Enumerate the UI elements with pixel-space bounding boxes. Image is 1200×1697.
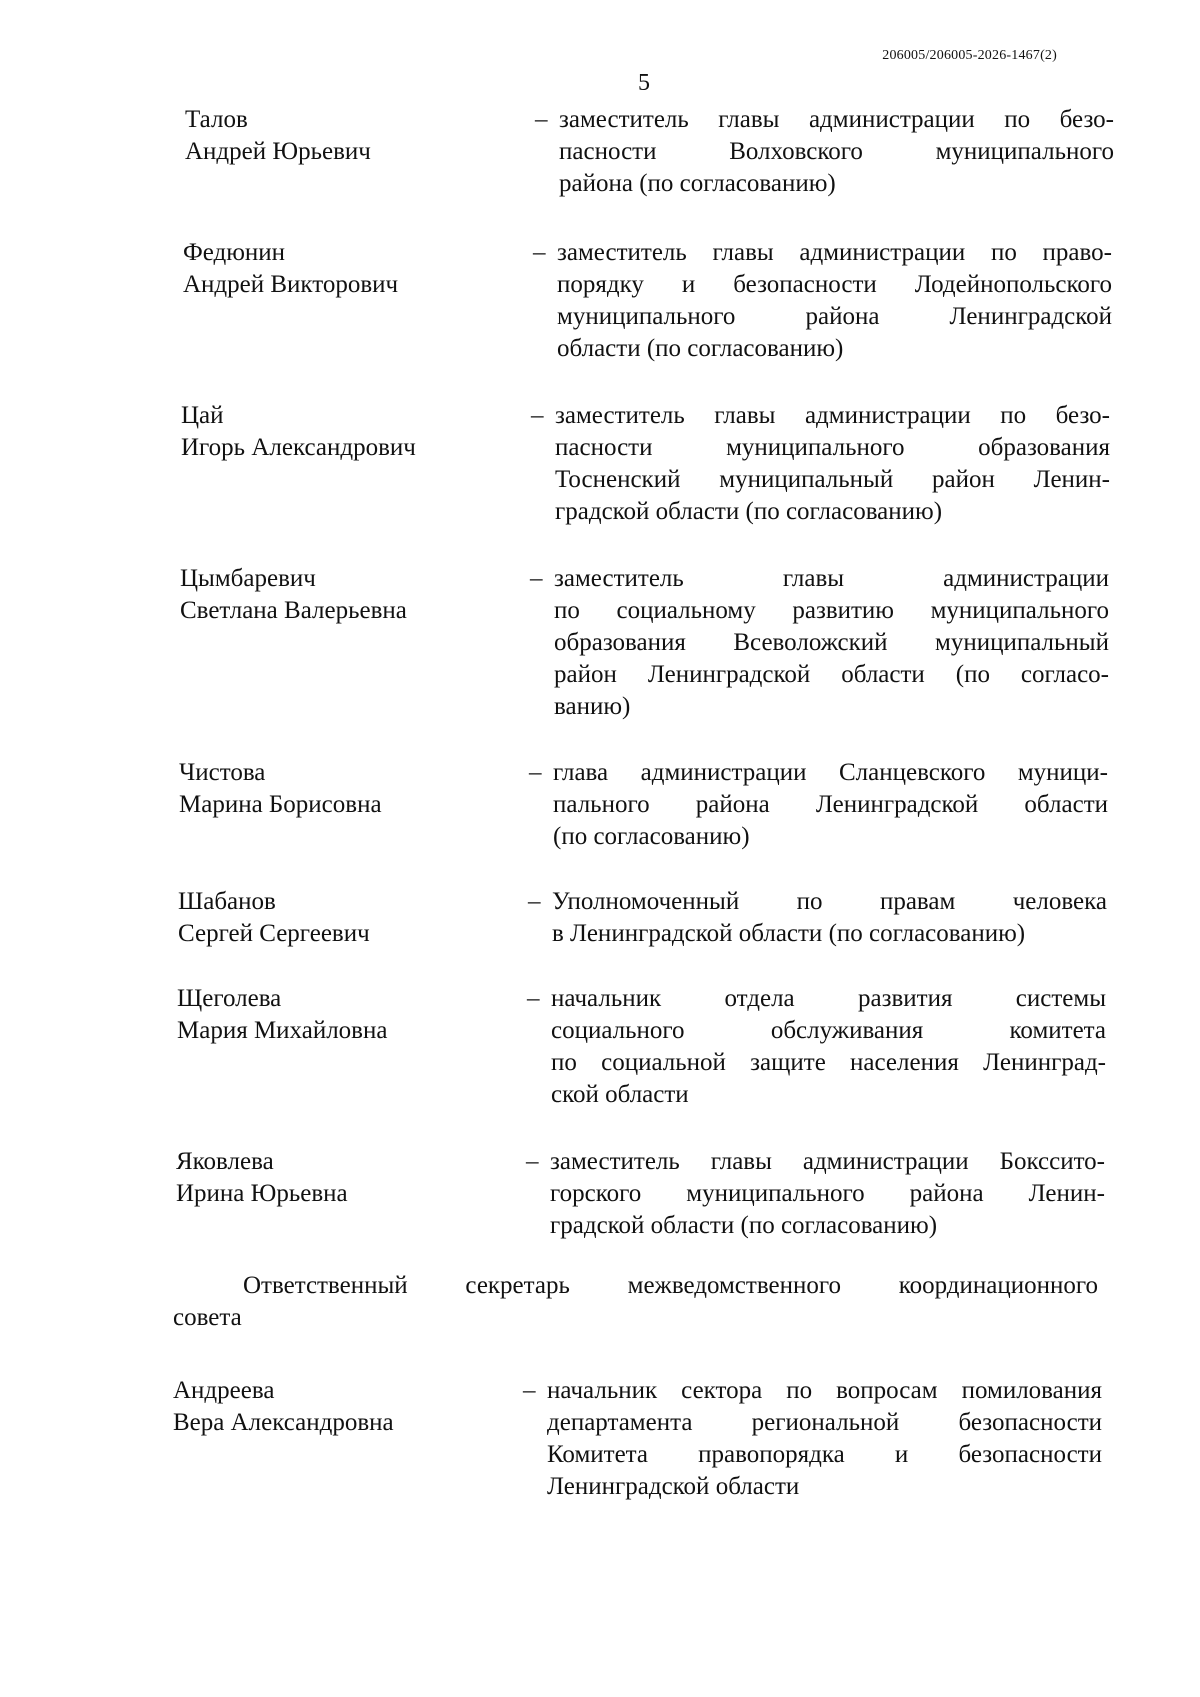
member-given-names: Сергей Сергеевич [178, 920, 370, 947]
member-surname: Щеголева [177, 985, 282, 1012]
member-role [550, 1146, 1105, 1242]
role-line: в Ленинградской области (по согласованию) [552, 920, 1026, 947]
member-name [181, 400, 531, 464]
member-entry [178, 886, 1107, 950]
role-line: градской области (по согласованию) [555, 498, 943, 525]
role-line: заместитель главы администрации по безо- [559, 106, 1114, 133]
role-line: муниципального района Ленинградской [557, 303, 1112, 330]
doc-number: 206005/206005-2026-1467(2) [882, 48, 1057, 63]
role-line: пасности Волховского муниципального [559, 138, 1114, 165]
role-line: области (по согласованию) [557, 335, 844, 362]
member-name [176, 1146, 526, 1210]
dash: – [526, 1148, 539, 1175]
secretary-role [547, 1375, 1102, 1503]
member-role [559, 104, 1114, 200]
secretary-surname: Андреева [173, 1377, 275, 1404]
dash: – [527, 985, 540, 1012]
role-line: по социальному развитию муниципального [554, 597, 1109, 624]
member-given-names: Марина Борисовна [179, 791, 382, 818]
member-role [553, 757, 1108, 853]
role-line: начальник отдела развития системы [551, 985, 1106, 1012]
member-entry [181, 400, 1110, 528]
role-line: заместитель главы администрации Бокссито- [550, 1148, 1105, 1175]
dash: – [528, 888, 541, 915]
secretary-entry [173, 1375, 1102, 1503]
dash: – [529, 759, 542, 786]
member-entry [183, 237, 1112, 365]
role-line: глава администрации Сланцевского муници- [553, 759, 1108, 786]
member-role [555, 400, 1110, 528]
member-given-names: Андрей Викторович [183, 271, 399, 298]
member-given-names: Андрей Юрьевич [185, 138, 371, 165]
dash: – [533, 239, 546, 266]
role-line: заместитель главы администрации по безо- [555, 402, 1110, 429]
role-line: района (по согласованию) [559, 170, 836, 197]
member-entry [180, 563, 1109, 723]
member-surname: Яковлева [176, 1148, 274, 1175]
role-line: (по согласованию) [553, 823, 750, 850]
role-line: социального обслуживания комитета [551, 1017, 1106, 1044]
member-entry [177, 983, 1106, 1111]
role-line: градской области (по согласованию) [550, 1212, 938, 1239]
role-line: начальник сектора по вопросам помилования [547, 1377, 1102, 1404]
role-line: Ленинградской области [547, 1473, 800, 1500]
dash: – [523, 1377, 536, 1404]
role-line: заместитель главы администрации [554, 565, 1109, 592]
member-name [179, 757, 529, 821]
secretary-heading-line: совета [173, 1304, 242, 1331]
member-given-names: Мария Михайловна [177, 1017, 388, 1044]
role-line: Уполномоченный по правам человека [552, 888, 1107, 915]
role-line: пального района Ленинградской области [553, 791, 1108, 818]
member-entry [179, 757, 1108, 853]
member-name [178, 886, 528, 950]
secretary-heading [173, 1270, 1098, 1334]
secretary-given-names: Вера Александровна [173, 1409, 394, 1436]
member-surname: Талов [185, 106, 248, 133]
member-role [551, 983, 1106, 1111]
role-line: район Ленинградской области (по согласо- [554, 661, 1109, 688]
member-name [180, 563, 530, 627]
role-line: по социальной защите населения Ленинград- [551, 1049, 1106, 1076]
role-line: горского муниципального района Ленин- [550, 1180, 1105, 1207]
dash: – [530, 565, 543, 592]
dash: – [535, 106, 548, 133]
member-surname: Цымбаревич [180, 565, 316, 592]
member-given-names: Светлана Валерьевна [180, 597, 407, 624]
member-name [177, 983, 527, 1047]
member-entry [185, 104, 1114, 200]
member-name [183, 237, 533, 301]
dash: – [531, 402, 544, 429]
role-line: ванию) [554, 693, 631, 720]
role-line: пасности муниципального образования [555, 434, 1110, 461]
secretary-heading-line: Ответственный секретарь межведомственного координационного [243, 1272, 1098, 1299]
role-line: порядку и безопасности Лодейнопольского [557, 271, 1112, 298]
secretary-name [173, 1375, 523, 1439]
member-entry [176, 1146, 1105, 1242]
member-given-names: Игорь Александрович [181, 434, 416, 461]
role-line: ской области [551, 1081, 689, 1108]
member-name [185, 104, 535, 168]
member-surname: Федюнин [183, 239, 286, 266]
role-line: заместитель главы администрации по право- [557, 239, 1112, 266]
role-line: Тосненский муниципальный район Ленин- [555, 466, 1110, 493]
role-line: департамента региональной безопасности [547, 1409, 1102, 1436]
member-surname: Шабанов [178, 888, 276, 915]
page-number: 5 [638, 70, 650, 96]
member-surname: Цай [181, 402, 224, 429]
member-role [554, 563, 1109, 723]
role-line: Комитета правопорядка и безопасности [547, 1441, 1102, 1468]
member-role [552, 886, 1107, 950]
role-line: образования Всеволожский муниципальный [554, 629, 1109, 656]
member-given-names: Ирина Юрьевна [176, 1180, 348, 1207]
member-surname: Чистова [179, 759, 266, 786]
member-role [557, 237, 1112, 365]
